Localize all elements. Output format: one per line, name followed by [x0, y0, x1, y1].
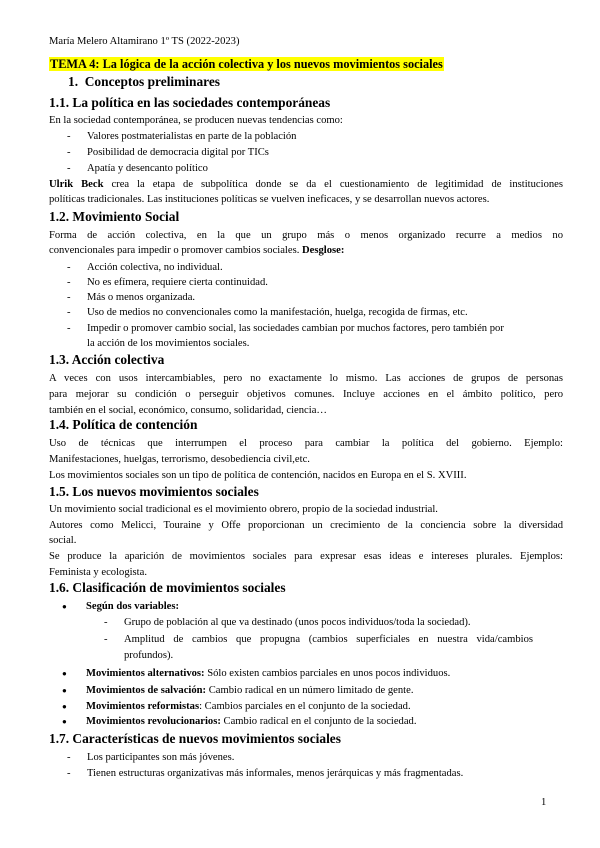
- bullet-icon: ●: [62, 686, 67, 695]
- page-title: TEMA 4: La lógica de la acción colectiva y los nuevos movimientos sociales: [50, 57, 443, 71]
- paragraph: políticas tradicionales. Las instituciones políticas se vuelven ineficaces, y se desarrollan nuevos actores.: [49, 194, 490, 205]
- paragraph: Forma de acción colectiva, en la que un grupo más o menos organizado recurre a medios no: [49, 230, 563, 241]
- paragraph: Uso de técnicas que interrumpen el proceso para cambiar la política del gobierno. Ejemplo:: [49, 438, 563, 449]
- paragraph: Manifestaciones, huelgas, terrorismo, desobediencia civil,etc.: [49, 454, 310, 465]
- heading-1-4: 1.4. Política de contención: [49, 417, 198, 432]
- heading-1-6: 1.6. Clasificación de movimientos sociales: [49, 580, 286, 595]
- heading-1-5: 1.5. Los nuevos movimientos sociales: [49, 484, 259, 499]
- heading-1-1: 1.1. La política en las sociedades contemporáneas: [49, 95, 331, 110]
- bullet-icon: ●: [62, 602, 67, 611]
- document-page: María Melero Altamirano 1º TS (2022-2023) TEMA 4: La lógica de la acción colectiva y los nuevos movimientos sociales 1. Conceptos preliminares 1.1. La política en las sociedades contemporáneas En la sociedad contemporánea, se producen nuevas tendencias como: - Valores postmaterialistas en parte de la población - Posibilidad de democracia digital por TICs - Apatía y desencanto político Ulrik Beck crea la etapa de subpolítica donde se da el cuestionamiento de legitimidad de instituciones políticas tradicionales. Las instituciones políticas se vuelven ineficaces, y se desarrollan nuevos actores. 1.2. Movimiento Social Forma de acción colectiva, en la que un grupo más o menos organizado recurre a medios no convencionales para impedir o promover cambios sociales. Desglose: - Acción colectiva, no individual. - No es efímera, requiere cierta continuidad. - Más o menos organizada. - Uso de medios no convencionales como la manifestación, huelga, recogida de firmas, etc. - Impedir o promover cambio social, las sociedades cambian por muchos factores, pero también por la acción de los movimientos sociales. 1.3. Acción colectiva A veces con usos intercambiables, pero no exactamente lo mismo. Las acciones de grupos de personas para mejorar su condición o perseguir objetivos comunes. Incluye acciones en el ámbito político, pero también en el social, económico, consumo, solidaridad, ciencia… 1.4. Política de contención Uso de técnicas que interrumpen el proceso para cambiar la política del gobierno. Ejemplo: Manifestaciones, huelgas, terrorismo, desobediencia civil,etc. Los movimientos sociales son un tipo de política de contención, nacidos en Europa en el S. XVIII. 1.5. Los nuevos movimientos sociales Un movimiento social tradicional es el movimiento obrero, propio de la sociedad industrial. Autores como Melicci, Touraine y Offe proporcionan un crecimiento de la conciencia sobre la diversidad social. Se produce la aparición de movimientos sociales para expresar esas ideas e intereses plurales. Ejemplos: Feminista y ecologista. 1.6. Clasificación de movimientos sociales ● Según dos variables: - Grupo de población al que va destinado (unos pocos individuos/toda la sociedad). - Amplitud de cambios que propugna (cambios superficiales en nuestra vida/cambios profundos). ● Movimientos alternativos: Sólo existen cambios parciales en unos pocos individuos. ● Movimientos de salvación: Cambio radical en un número limitado de gente. ● Movimientos reformistas: Cambios parciales en el conjunto de la sociedad. ● Movimientos revolucionarios: Cambio radical en el conjunto de la sociedad. 1.7. Características de nuevos movimientos sociales - Los participantes son más jóvenes. - Tienen estructuras organizativas más informales, menos jerárquicas y más fragmentadas. 1: [49, 36, 563, 808]
- page-number: 1: [541, 797, 547, 808]
- bullet-icon: ●: [62, 669, 67, 678]
- paragraph: también en el social, económico, consumo, solidaridad, ciencia…: [49, 405, 327, 416]
- paragraph: Los movimientos sociales son un tipo de política de contención, nacidos en Europa en el S. XVIII.: [49, 470, 467, 481]
- paragraph: Un movimiento social tradicional es el movimiento obrero, propio de la sociedad industrial.: [49, 504, 438, 515]
- paragraph: A veces con usos intercambiables, pero no exactamente lo mismo. Las acciones de grupos de personas: [49, 373, 563, 384]
- paragraph: Ulrik Beck crea la etapa de subpolítica donde se da el cuestionamiento de legitimidad de instituciones: [49, 179, 563, 190]
- paragraph: Feminista y ecologista.: [49, 567, 147, 578]
- paragraph: Autores como Melicci, Touraine y Offe proporcionan un crecimiento de la conciencia sobre la diversidad: [49, 520, 563, 531]
- heading-1-3: 1.3. Acción colectiva: [49, 352, 165, 367]
- paragraph: social.: [49, 535, 77, 546]
- paragraph: Se produce la aparición de movimientos sociales para expresar esas ideas e intereses plurales. Ejemplos:: [49, 551, 563, 562]
- paragraph: En la sociedad contemporánea, se producen nuevas tendencias como:: [49, 115, 343, 126]
- bullet-icon: ●: [62, 702, 67, 711]
- heading-1-7: 1.7. Características de nuevos movimientos sociales: [49, 731, 341, 746]
- heading-1-2: 1.2. Movimiento Social: [49, 209, 180, 224]
- paragraph: convencionales para impedir o promover cambios sociales. Desglose:: [49, 245, 345, 256]
- section-heading-1: 1. Conceptos preliminares: [68, 74, 221, 89]
- header-author: María Melero Altamirano 1º TS (2022-2023): [49, 36, 240, 47]
- paragraph: para mejorar su condición o perseguir objetivos comunes. Incluye acciones en el ámbito político, pero: [49, 389, 563, 400]
- bullet-icon: ●: [62, 717, 67, 726]
